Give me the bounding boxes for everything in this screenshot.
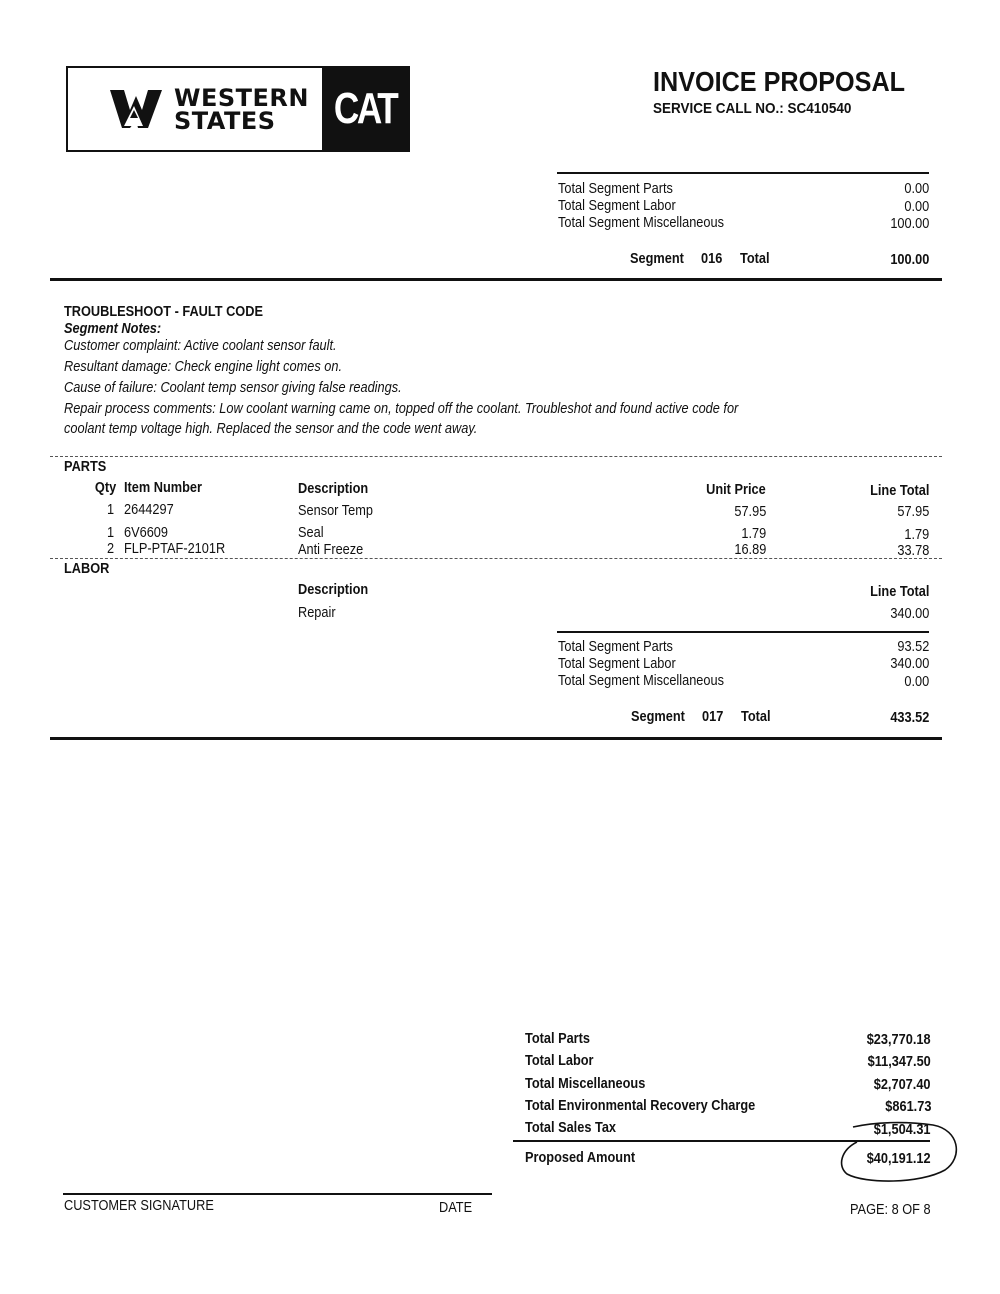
cell-line-total: 1.79: [904, 527, 929, 543]
seg017-parts-value: 93.52: [897, 639, 929, 655]
cell-description: Sensor Temp: [298, 503, 373, 519]
seg016-parts-value: 0.00: [904, 181, 929, 197]
cell-qty: 2: [106, 541, 114, 557]
seg016-total-label: Total: [740, 251, 770, 267]
cell-unit-price: 1.79: [741, 526, 766, 542]
handwritten-circle-annotation: [835, 1118, 965, 1188]
seg017-total-value: 433.52: [889, 710, 929, 726]
page-title: INVOICE PROPOSAL: [653, 66, 906, 97]
date-label: DATE: [439, 1200, 473, 1216]
total-sales-tax-value: $1,504.31: [874, 1122, 931, 1138]
col-item-number: Item Number: [124, 480, 203, 496]
segment-notes-label: Segment Notes:: [64, 321, 162, 337]
cell-description: Seal: [298, 525, 324, 541]
seg016-segment-number: 016: [701, 251, 723, 267]
divider: [50, 558, 942, 559]
total-labor-label: Total Labor: [525, 1053, 594, 1069]
note-line: coolant temp voltage high. Replaced the sensor and the code went away.: [64, 421, 478, 437]
seg017-misc-label: Total Segment Miscellaneous: [558, 673, 724, 689]
cell-line-total: 340.00: [889, 606, 929, 622]
western-states-mountain-icon: [110, 88, 166, 130]
cell-description: Repair: [298, 605, 336, 621]
company-name: [174, 84, 309, 135]
page-number: PAGE: 8 OF 8: [850, 1202, 931, 1218]
company-name-line1: WESTERN: [174, 84, 309, 112]
divider: [557, 172, 929, 174]
seg016-parts-label: Total Segment Parts: [558, 181, 673, 197]
service-call-label: SERVICE CALL NO.:: [653, 100, 784, 117]
cell-item-number: FLP-PTAF-2101R: [124, 541, 226, 557]
seg016-misc-label: Total Segment Miscellaneous: [558, 215, 724, 231]
col-description: Description: [298, 481, 369, 497]
company-name-line2: STATES: [174, 107, 276, 135]
col-line-total: Line Total: [869, 483, 929, 499]
total-env-charge-value: $861.73: [884, 1099, 931, 1115]
note-line: Cause of failure: Coolant temp sensor giving false readings.: [64, 380, 402, 396]
total-misc-value: $2,707.40: [874, 1077, 931, 1093]
divider: [557, 631, 929, 633]
seg016-total-value: 100.00: [889, 252, 929, 268]
seg017-labor-label: Total Segment Labor: [558, 656, 676, 672]
company-logo: [66, 66, 410, 152]
seg016-labor-value: 0.00: [904, 199, 929, 215]
seg017-segment-label: Segment: [631, 709, 685, 725]
seg017-misc-value: 0.00: [904, 674, 929, 690]
total-parts-label: Total Parts: [525, 1031, 590, 1047]
note-line: Repair process comments: Low coolant warning came on, topped off the coolant. Troubleshot and found active code for: [64, 401, 739, 417]
cell-qty: 1: [106, 502, 114, 518]
seg016-misc-value: 100.00: [889, 216, 929, 232]
segment-divider: [50, 278, 942, 281]
labor-section-label: LABOR: [64, 561, 110, 577]
note-line: Resultant damage: Check engine light comes on.: [64, 359, 343, 375]
divider: [50, 456, 942, 457]
segment-heading: TROUBLESHOOT - FAULT CODE: [64, 304, 263, 320]
seg017-parts-label: Total Segment Parts: [558, 639, 673, 655]
col-qty: Qty: [94, 480, 116, 496]
segment-divider: [50, 737, 942, 740]
total-misc-label: Total Miscellaneous: [525, 1076, 646, 1092]
seg017-total-label: Total: [741, 709, 771, 725]
parts-section-label: PARTS: [64, 459, 107, 475]
col-unit-price: Unit Price: [706, 482, 766, 498]
customer-signature-label: CUSTOMER SIGNATURE: [64, 1198, 214, 1214]
seg017-labor-value: 340.00: [889, 656, 929, 672]
cat-logo-text: CAT: [333, 84, 397, 133]
total-parts-value: $23,770.18: [867, 1032, 931, 1048]
total-labor-value: $11,347.50: [867, 1054, 931, 1070]
col-description: Description: [298, 582, 369, 598]
cell-item-number: 2644297: [124, 502, 174, 518]
cell-qty: 1: [106, 525, 114, 541]
cell-unit-price: 57.95: [734, 504, 766, 520]
col-line-total: Line Total: [869, 584, 929, 600]
seg016-segment-label: Segment: [630, 251, 684, 267]
seg016-labor-label: Total Segment Labor: [558, 198, 676, 214]
service-call-value: SC410540: [787, 100, 852, 117]
note-line: Customer complaint: Active coolant sensor fault.: [64, 338, 337, 354]
signature-line: [63, 1193, 492, 1195]
cell-unit-price: 16.89: [734, 542, 766, 558]
proposed-amount-value: $40,191.12: [867, 1151, 931, 1167]
total-sales-tax-label: Total Sales Tax: [525, 1120, 617, 1136]
service-call-number: [653, 100, 851, 117]
cat-logo: [322, 68, 408, 150]
proposed-amount-label: Proposed Amount: [525, 1150, 636, 1166]
cell-item-number: 6V6609: [124, 525, 168, 541]
seg017-segment-number: 017: [702, 709, 724, 725]
cell-line-total: 57.95: [897, 504, 929, 520]
cell-line-total: 33.78: [897, 543, 929, 559]
cell-description: Anti Freeze: [298, 542, 364, 558]
total-env-charge-label: Total Environmental Recovery Charge: [525, 1098, 756, 1114]
